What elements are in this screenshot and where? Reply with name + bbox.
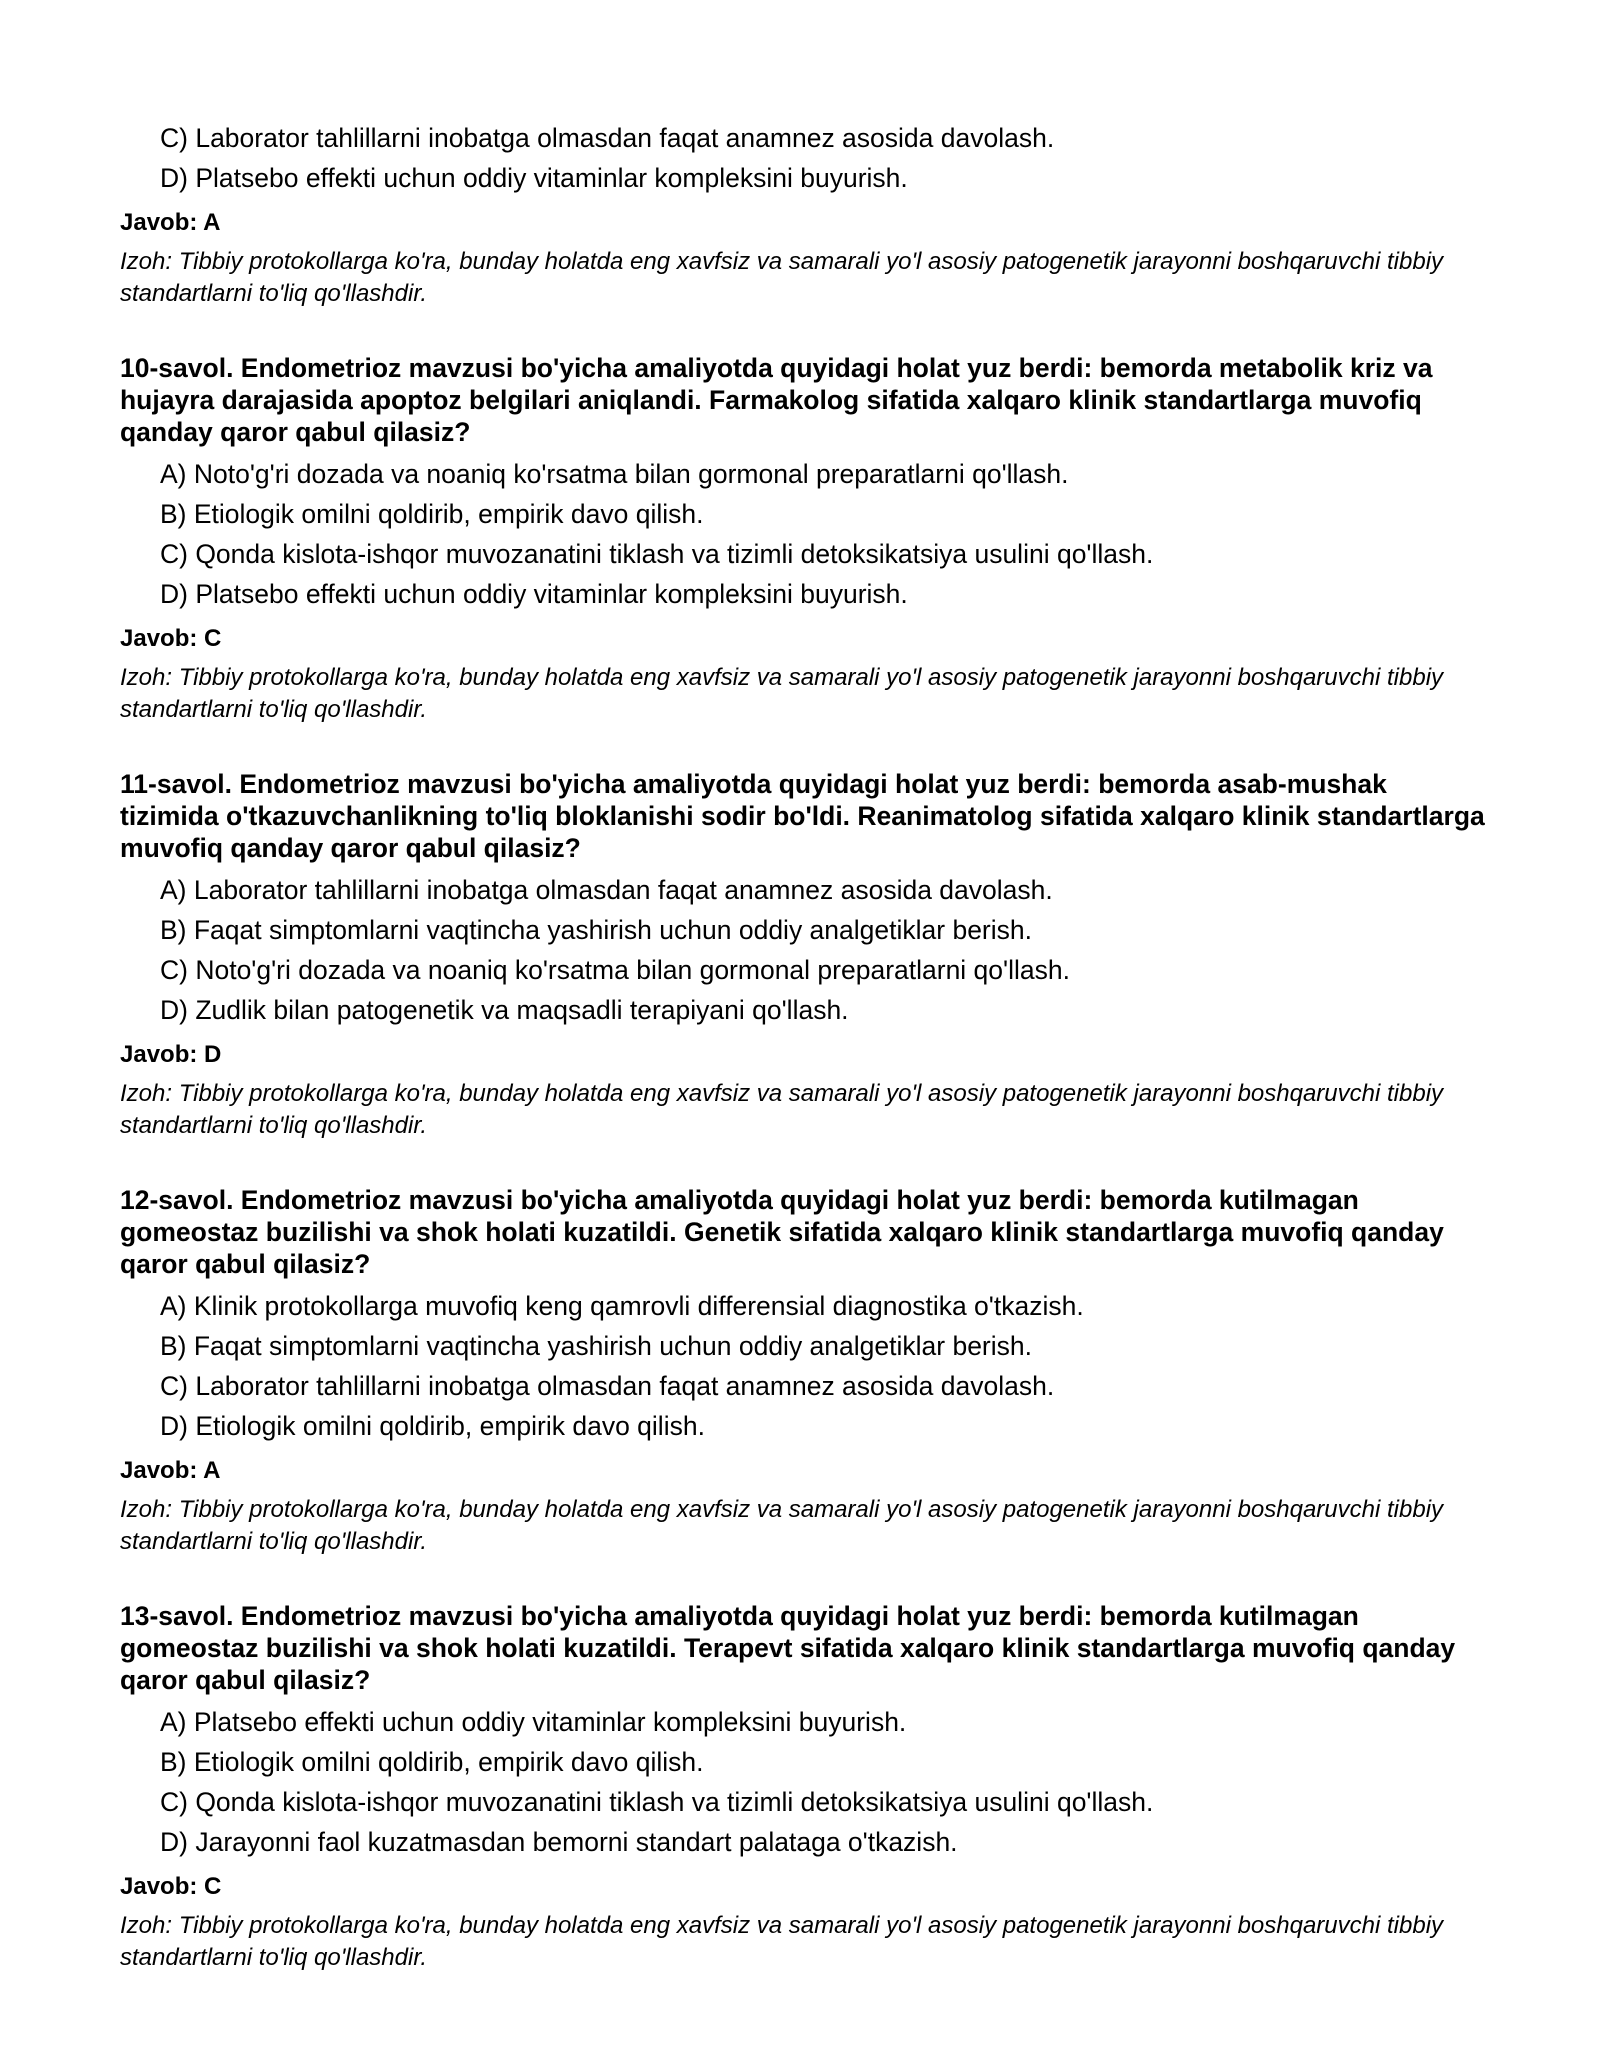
answer-label: Javob: C [120,1873,222,1900]
answer-label: Javob: A [120,209,221,236]
option-a: A) Klinik protokollarga muvofiq keng qamrovli differensial diagnostika o'tkazish. [160,1291,1084,1321]
explanation-note: Izoh: Tibbiy protokollarga ko'ra, bunday holatda eng xavfsiz va samarali yo'l asosiy patogenetik jarayonni boshqaruvchi tibbiy standartlarni to'liq qo'llashdir. [120,1912,1444,1971]
option-a: A) Noto'g'ri dozada va noaniq ko'rsatma bilan gormonal preparatlarni qo'llash. [160,459,1069,489]
question-block-9-partial [120,118,1490,310]
question-text: 10-savol. Endometrioz mavzusi bo'yicha amaliyotda quyidagi holat yuz berdi: bemorda metabolik kriz va hujayra darajasida apoptoz belgilari aniqlandi. Farmakolog sifatida xalqaro klinik standartlarga muvofiq qanday qaror qabul qilasiz? [120,353,1433,447]
option-d: D) Platsebo effekti uchun oddiy vitaminlar kompleksini buyurish. [160,579,908,609]
question-block-12 [120,1184,1490,1558]
option-c: C) Qonda kislota-ishqor muvozanatini tiklash va tizimli detoksikatsiya usulini qo'llash. [160,539,1154,569]
explanation-note: Izoh: Tibbiy protokollarga ko'ra, bunday holatda eng xavfsiz va samarali yo'l asosiy patogenetik jarayonni boshqaruvchi tibbiy standartlarni to'liq qo'llashdir. [120,1080,1444,1139]
option-b: B) Faqat simptomlarni vaqtincha yashirish uchun oddiy analgetiklar berish. [160,915,1032,945]
option-b: B) Etiologik omilni qoldirib, empirik davo qilish. [160,499,704,529]
option-d: D) Platsebo effekti uchun oddiy vitaminlar kompleksini buyurish. [160,163,908,193]
option-d: D) Etiologik omilni qoldirib, empirik davo qilish. [160,1411,705,1441]
question-block-10 [120,352,1490,726]
option-c: C) Noto'g'ri dozada va noaniq ko'rsatma bilan gormonal preparatlarni qo'llash. [160,955,1070,985]
option-d: D) Jarayonni faol kuzatmasdan bemorni standart palataga o'tkazish. [160,1827,958,1857]
document-page [120,118,1490,1974]
answer-label: Javob: D [120,1041,222,1068]
answer-label: Javob: A [120,1457,221,1484]
question-text: 11-savol. Endometrioz mavzusi bo'yicha amaliyotda quyidagi holat yuz berdi: bemorda asab-mushak tizimida o'tkazuvchanlikning to'liq bloklanishi sodir bo'ldi. Reanimatolog sifatida xalqaro klinik standartlarga muvofiq qanday qaror qabul qilasiz? [120,769,1485,863]
option-a: A) Laborator tahlillarni inobatga olmasdan faqat anamnez asosida davolash. [160,875,1053,905]
explanation-note: Izoh: Tibbiy protokollarga ko'ra, bunday holatda eng xavfsiz va samarali yo'l asosiy patogenetik jarayonni boshqaruvchi tibbiy standartlarni to'liq qo'llashdir. [120,664,1444,723]
explanation-note: Izoh: Tibbiy protokollarga ko'ra, bunday holatda eng xavfsiz va samarali yo'l asosiy patogenetik jarayonni boshqaruvchi tibbiy standartlarni to'liq qo'llashdir. [120,1496,1444,1555]
option-a: A) Platsebo effekti uchun oddiy vitaminlar kompleksini buyurish. [160,1707,907,1737]
option-b: B) Etiologik omilni qoldirib, empirik davo qilish. [160,1747,704,1777]
option-c: C) Qonda kislota-ishqor muvozanatini tiklash va tizimli detoksikatsiya usulini qo'llash. [160,1787,1154,1817]
explanation-note: Izoh: Tibbiy protokollarga ko'ra, bunday holatda eng xavfsiz va samarali yo'l asosiy patogenetik jarayonni boshqaruvchi tibbiy standartlarni to'liq qo'llashdir. [120,248,1444,307]
question-text: 13-savol. Endometrioz mavzusi bo'yicha amaliyotda quyidagi holat yuz berdi: bemorda kutilmagan gomeostaz buzilishi va shok holati kuzatildi. Terapevt sifatida xalqaro klinik standartlarga muvofiq qanday qaror qabul qilasiz? [120,1601,1456,1695]
answer-label: Javob: C [120,625,222,652]
option-c: C) Laborator tahlillarni inobatga olmasdan faqat anamnez asosida davolash. [160,1371,1055,1401]
option-c: C) Laborator tahlillarni inobatga olmasdan faqat anamnez asosida davolash. [160,123,1055,153]
question-block-13 [120,1600,1490,1974]
option-b: B) Faqat simptomlarni vaqtincha yashirish uchun oddiy analgetiklar berish. [160,1331,1032,1361]
question-text: 12-savol. Endometrioz mavzusi bo'yicha amaliyotda quyidagi holat yuz berdi: bemorda kutilmagan gomeostaz buzilishi va shok holati kuzatildi. Genetik sifatida xalqaro klinik standartlarga muvofiq qanday qaror qabul qilasiz? [120,1185,1444,1279]
question-block-11 [120,768,1490,1142]
option-d: D) Zudlik bilan patogenetik va maqsadli terapiyani qo'llash. [160,995,849,1025]
